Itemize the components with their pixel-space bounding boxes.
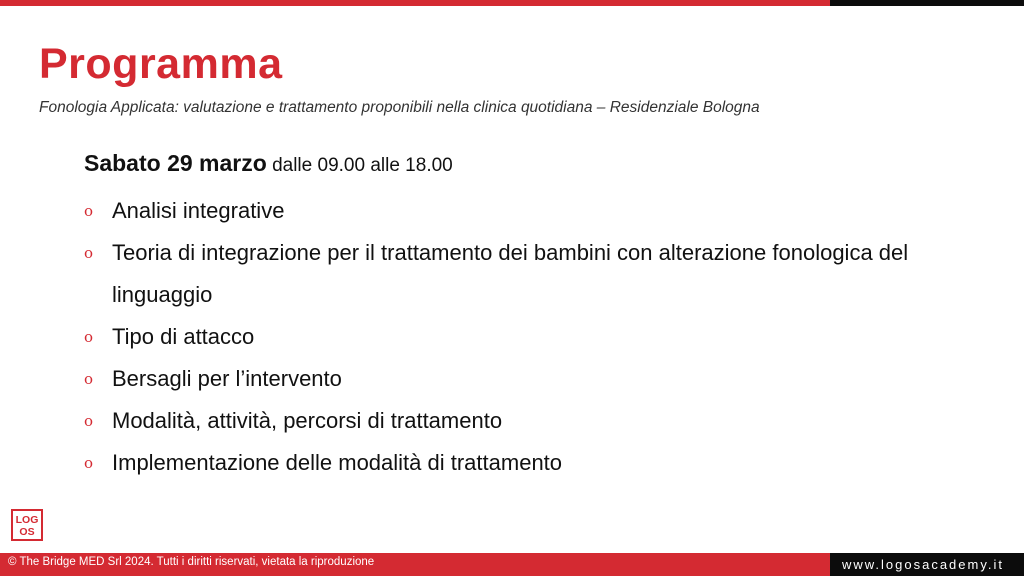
circle-bullet-icon: o xyxy=(84,202,94,220)
list-item xyxy=(84,442,964,484)
circle-bullet-icon: o xyxy=(84,454,94,472)
list-item-text: Implementazione delle modalità di trattamento xyxy=(112,450,563,475)
schedule-day: Sabato 29 marzo xyxy=(84,150,267,176)
logo-text-line2: OS xyxy=(19,526,35,538)
circle-bullet-icon: o xyxy=(84,412,94,430)
circle-bullet-icon: o xyxy=(84,328,94,346)
schedule-line xyxy=(84,148,453,181)
list-item xyxy=(84,190,964,232)
list-item-text: Teoria di integrazione per il trattamento dei bambini con alterazione fonologica del linguaggio xyxy=(112,240,909,307)
logos-logo xyxy=(11,509,43,541)
page-title: Programma xyxy=(39,40,283,88)
schedule-time: dalle 09.00 alle 18.00 xyxy=(272,155,453,176)
list-item xyxy=(84,316,964,358)
list-item xyxy=(84,400,964,442)
list-item xyxy=(84,358,964,400)
footer-website-link[interactable]: www.logosacademy.it xyxy=(841,557,1004,572)
list-item xyxy=(84,232,964,316)
footer-copyright: © The Bridge MED Srl 2024. Tutti i diritti riservati, vietata la riproduzione xyxy=(8,556,375,568)
page-subtitle: Fonologia Applicata: valutazione e trattamento proponibili nella clinica quotidiana – Residenziale Bologna xyxy=(39,99,760,116)
circle-bullet-icon: o xyxy=(84,244,94,262)
top-accent-bar-black xyxy=(830,0,1024,6)
list-item-text: Bersagli per l’intervento xyxy=(112,366,342,391)
logo-text-line1: LOG xyxy=(15,514,39,526)
top-accent-bar-red xyxy=(0,0,830,6)
list-item-text: Tipo di attacco xyxy=(112,324,255,349)
program-list xyxy=(84,190,964,484)
circle-bullet-icon: o xyxy=(84,370,94,388)
list-item-text: Analisi integrative xyxy=(112,198,285,223)
list-item-text: Modalità, attività, percorsi di trattamento xyxy=(112,408,503,433)
